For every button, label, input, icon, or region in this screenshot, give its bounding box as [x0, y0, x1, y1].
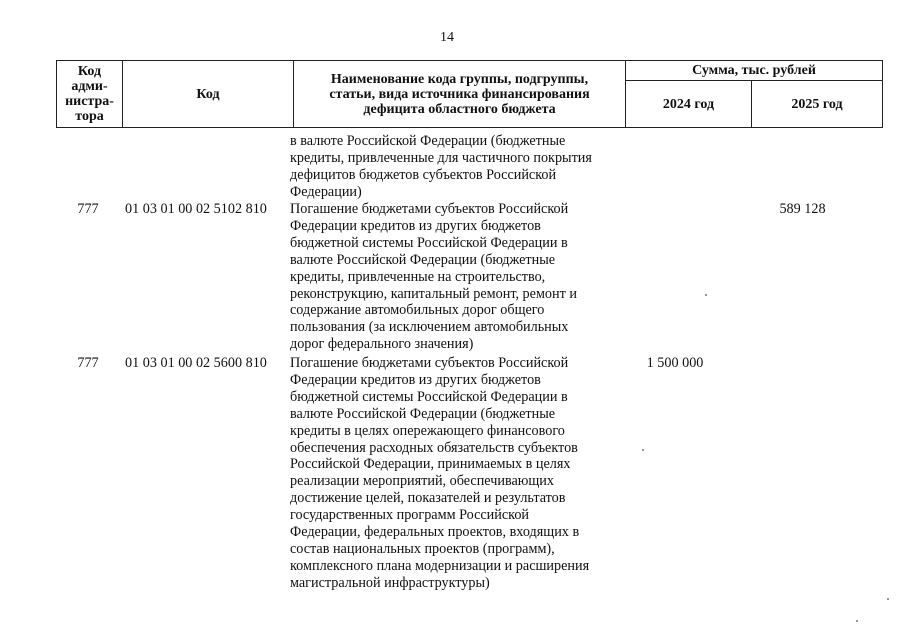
row-sum-2024: 1 500 000 [646, 355, 704, 371]
header-year-2024: 2024 год [626, 81, 752, 128]
header-name: Наименование кода группы, подгруппы, статьи, вида источника финансирования дефицита областного бюджета [294, 61, 626, 128]
scan-speck [887, 598, 889, 600]
table-header [56, 60, 883, 128]
header-sum: Сумма, тыс. рублей [626, 61, 883, 81]
header-year-2025: 2025 год [752, 81, 883, 128]
row-code: 01 03 01 00 02 5102 810 [125, 201, 267, 217]
row-admin-code: 777 [77, 355, 99, 371]
row-name: Погашение бюджетами субъектов Российской Федерации кредитов из других бюджетов бюджетной системы Российской Федерации в валюте Российской Федерации (бюджетные кредиты в целях опережающего финансового обеспечения расходных обязательств субъектов Российской Федерации, принимаемых в целях реализации мероприятий, обеспечивающих достижение целей, показателей и результатов государственных программ Российской Федерации, федеральных проектов, входящих в состав национальных проектов (программ), комплексного плана модернизации и расширения магистральной инфраструктуры) [290, 355, 590, 591]
scan-speck [856, 620, 858, 622]
continuation-text: в валюте Российской Федерации (бюджетные кредиты, привлеченные для частичного покрытия дефицитов бюджетов субъектов Российской Федерации) [290, 133, 592, 200]
row-sum-2025: 589 128 [779, 201, 826, 217]
page-number: 14 [440, 30, 454, 45]
scan-speck [705, 294, 707, 296]
row-admin-code: 777 [77, 201, 99, 217]
header-admin-code: Код адми- нистра- тора [57, 61, 123, 128]
row-code: 01 03 01 00 02 5600 810 [125, 355, 267, 371]
header-code: Код [123, 61, 294, 128]
row-name: Погашение бюджетами субъектов Российской Федерации кредитов из других бюджетов бюджетной системы Российской Федерации в валюте Российской Федерации (бюджетные кредиты, привлеченные на строительство, реконструкцию, капитальный ремонт, ремонт и содержание автомобильных дорог общего пользования (за исключением автомобильных дорог федерального значения) [290, 201, 577, 353]
scan-speck [642, 449, 644, 451]
